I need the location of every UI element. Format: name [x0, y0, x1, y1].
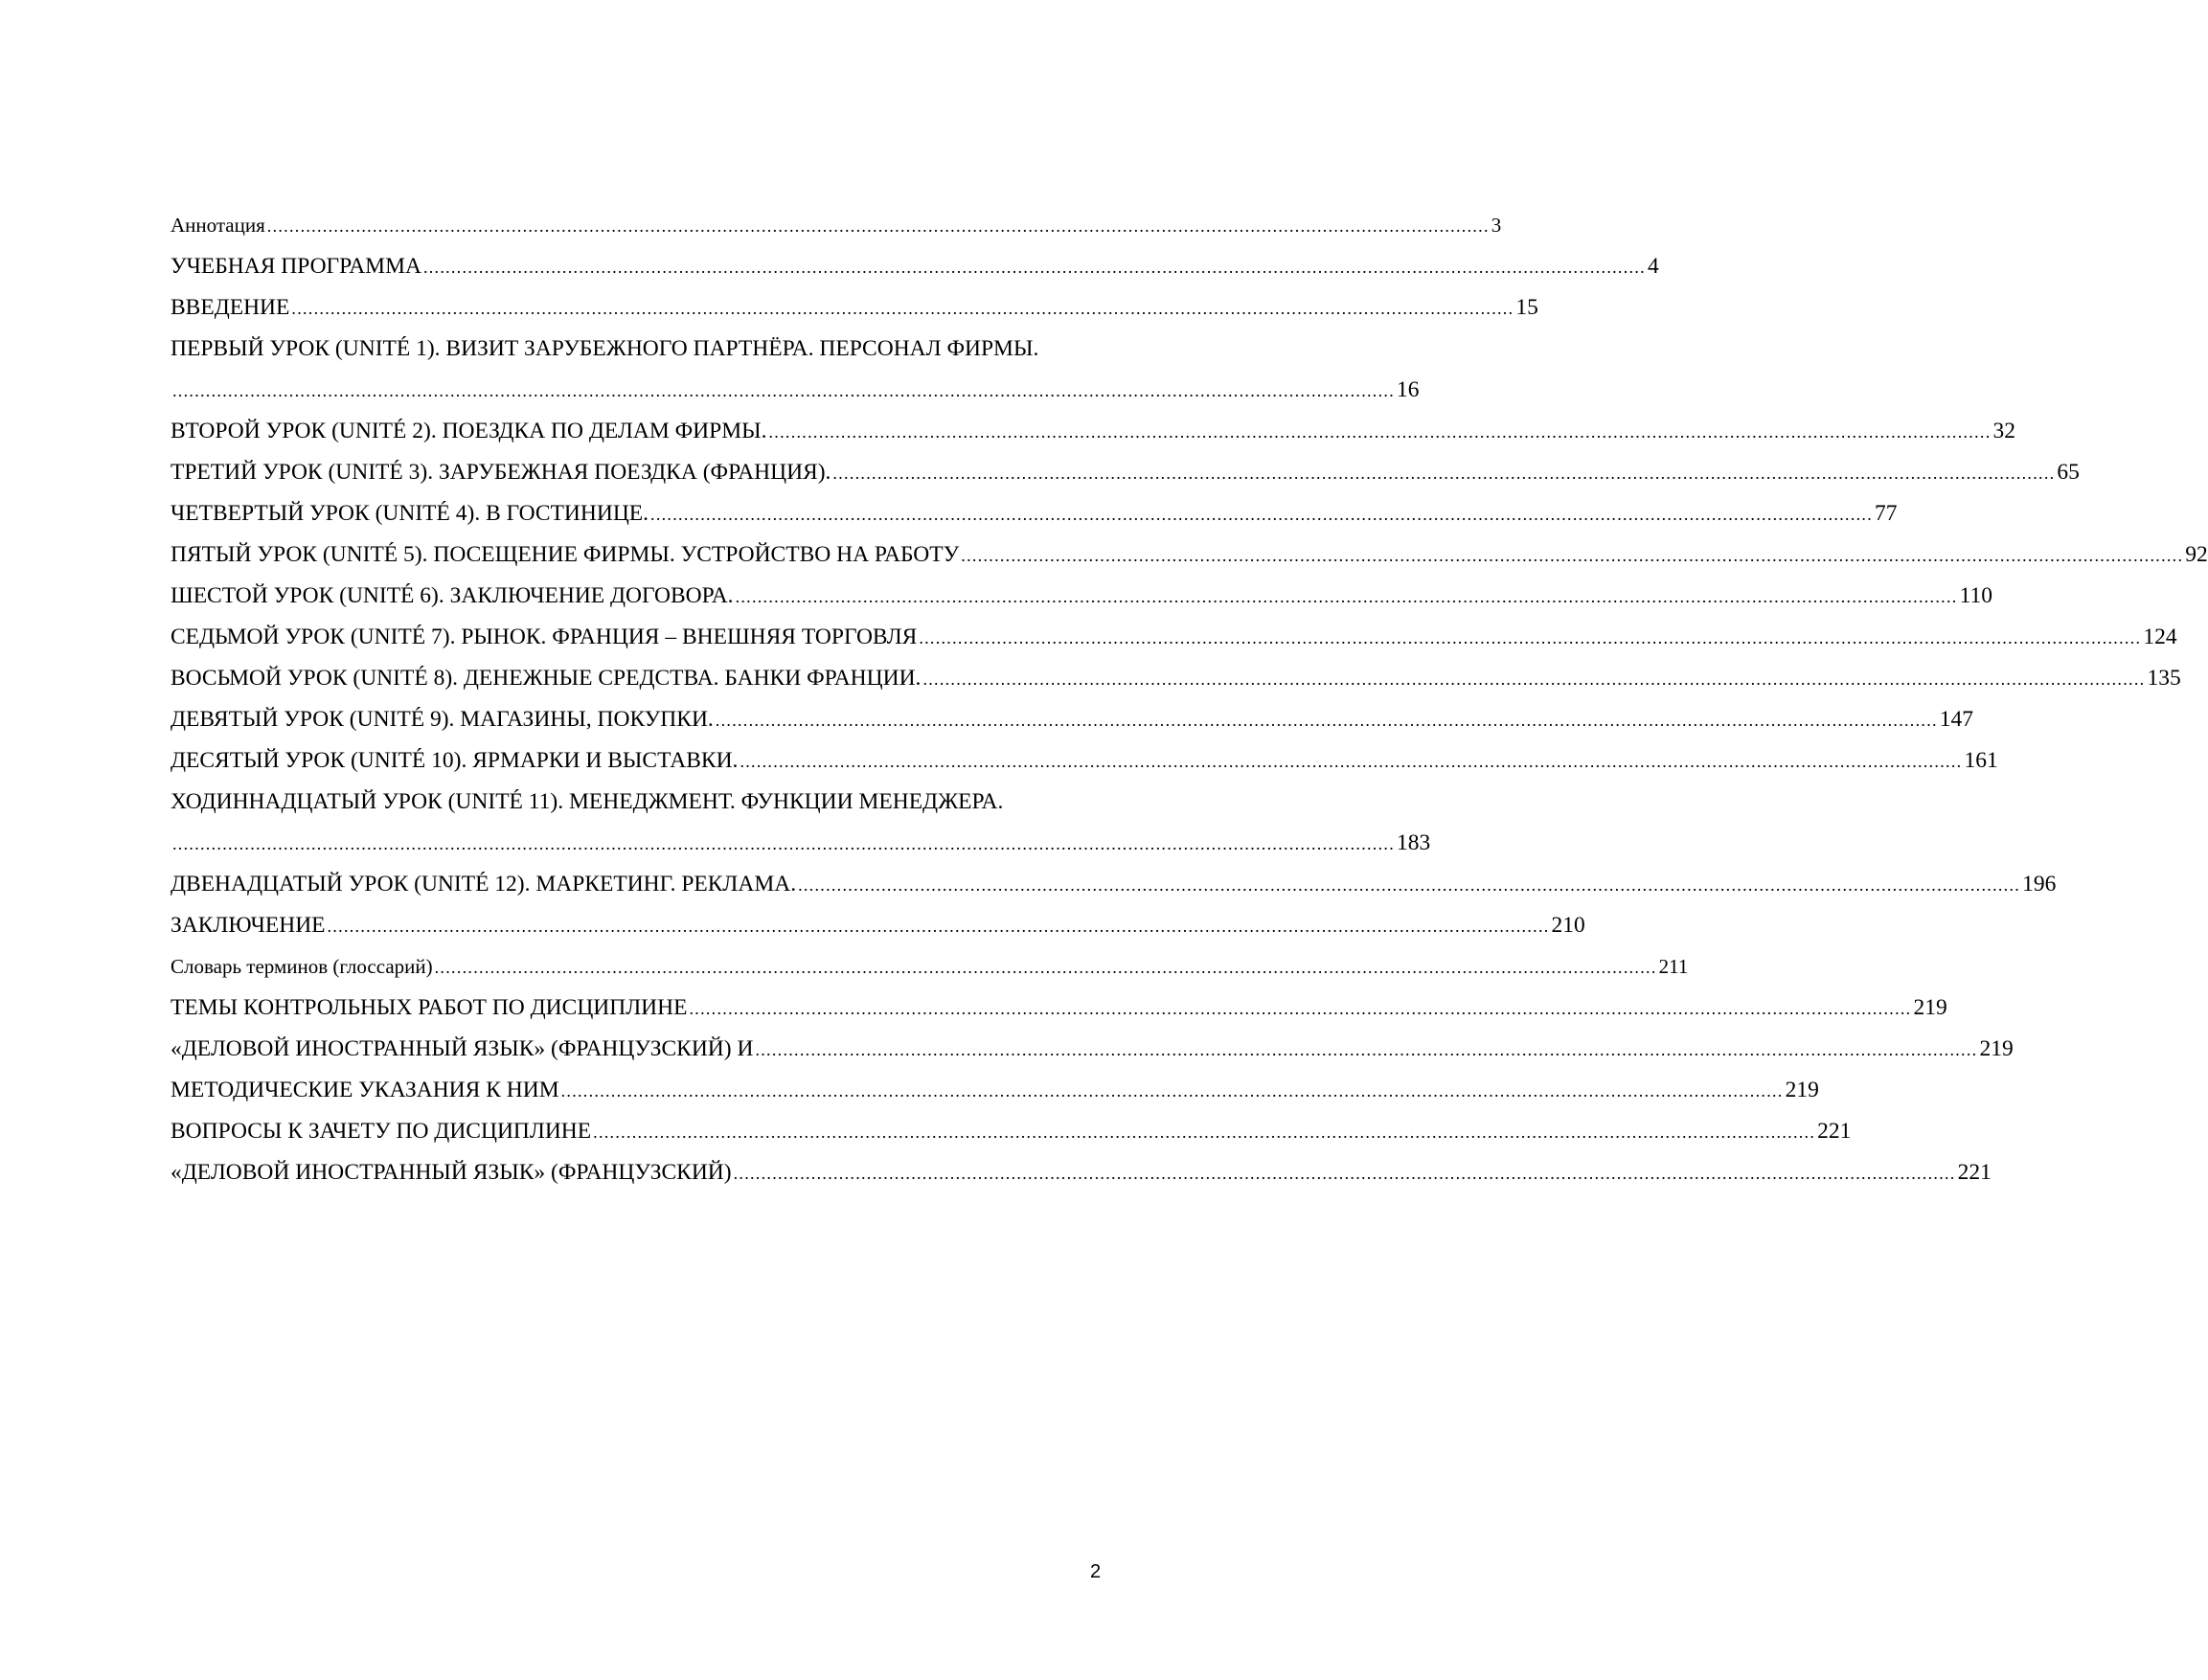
toc-entry[interactable]	[171, 211, 1502, 239]
toc-entry-page: 135	[2147, 666, 2181, 691]
toc-entry[interactable]	[171, 787, 1431, 857]
toc-dot-leader: ............................................................................................................................................................................................................................	[172, 381, 1395, 400]
toc-entry-title: ШЕСТОЙ УРОК (UNITÉ 6). ЗАКЛЮЧЕНИЕ ДОГОВОРА.	[171, 583, 734, 608]
toc-entry-line	[171, 1034, 2014, 1063]
toc-entry[interactable]	[171, 417, 2015, 445]
toc-entry-line	[171, 705, 1974, 734]
page-number: 2	[1090, 1561, 1102, 1582]
toc-entry-title: Аннотация	[171, 214, 265, 237]
toc-entry-page: 4	[1647, 254, 1659, 279]
toc-entry-title: ДЕСЯТЫЙ УРОК (UNITÉ 10). ЯРМАРКИ И ВЫСТАВКИ.	[171, 748, 739, 773]
toc-entry-title: ВТОРОЙ УРОК (UNITÉ 2). ПОЕЗДКА ПО ДЕЛАМ ФИРМЫ.	[171, 419, 767, 443]
toc-entry-title: ВОСЬМОЙ УРОК (UNITÉ 8). ДЕНЕЖНЫЕ СРЕДСТВА. БАНКИ ФРАНЦИИ.	[171, 666, 922, 691]
toc-dot-leader: ............................................................................................................................................................................................................................	[291, 299, 1514, 318]
toc-entry-page: 16	[1397, 377, 1420, 402]
toc-entry-line	[171, 499, 1898, 528]
toc-entry[interactable]	[171, 664, 2181, 692]
toc-entry-line	[171, 417, 2015, 445]
toc-dot-leader: ............................................................................................................................................................................................................................	[755, 1040, 1978, 1059]
toc-entry[interactable]	[171, 458, 2080, 487]
toc-entry[interactable]	[171, 293, 1538, 322]
toc-entry-line	[171, 458, 2080, 487]
toc-entry-title: СЕДЬМОЙ УРОК (UNITÉ 7). РЫНОК. ФРАНЦИЯ – ВНЕШНЯЯ ТОРГОВЛЯ	[171, 624, 918, 649]
toc-dot-leader: ............................................................................................................................................................................................................................	[172, 834, 1395, 853]
toc-dot-leader: ............................................................................................................................................................................................................................	[650, 505, 1874, 524]
toc-entry-page: 210	[1551, 913, 1585, 938]
toc-dot-leader: ............................................................................................................................................................................................................................	[961, 546, 2184, 565]
toc-dot-leader: ............................................................................................................................................................................................................................	[266, 216, 1490, 236]
toc-dot-leader: ............................................................................................................................................................................................................................	[434, 958, 1657, 977]
toc-dot-leader: ............................................................................................................................................................................................................................	[832, 464, 2056, 483]
toc-entry-title: ПЯТЫЙ УРОК (UNITÉ 5). ПОСЕЩЕНИЕ ФИРМЫ. УСТРОЙСТВО НА РАБОТУ	[171, 542, 960, 567]
toc-dot-leader: ............................................................................................................................................................................................................................	[327, 917, 1550, 936]
toc-dot-leader: ............................................................................................................................................................................................................................	[768, 422, 1992, 442]
toc-entry-page: 219	[1979, 1036, 2014, 1061]
toc-entry-line	[171, 623, 2177, 651]
toc-dot-leader: ............................................................................................................................................................................................................................	[735, 587, 1958, 606]
toc-entry[interactable]	[171, 1117, 1852, 1146]
toc-dot-leader: ............................................................................................................................................................................................................................	[560, 1081, 1784, 1101]
toc-entry[interactable]	[171, 870, 2057, 898]
toc-entry[interactable]	[171, 746, 1998, 775]
toc-entry-line	[171, 1117, 1852, 1146]
toc-entry-page: 211	[1658, 955, 1689, 978]
toc-entry-page: 219	[1913, 995, 1947, 1020]
toc-entry-line	[171, 581, 1992, 610]
toc-entry-line	[171, 1076, 1819, 1104]
toc-entry-page: 196	[2022, 872, 2057, 897]
toc-entry-page: 124	[2143, 624, 2177, 649]
toc-entry[interactable]	[171, 993, 1947, 1022]
toc-entry-title: ДЕВЯТЫЙ УРОК (UNITÉ 9). МАГАЗИНЫ, ПОКУПКИ.	[171, 707, 714, 732]
toc-entry-page: 161	[1964, 748, 1998, 773]
toc-entry-page: 92	[2185, 542, 2208, 567]
toc-entry-title: ТЕМЫ КОНТРОЛЬНЫХ РАБОТ ПО ДИСЦИПЛИНЕ	[171, 995, 688, 1020]
toc-entry-page: 221	[1817, 1119, 1852, 1144]
toc-entry-page: 32	[1992, 419, 2015, 443]
toc-entry-line	[171, 829, 1431, 857]
toc-entry-title: УЧЕБНАЯ ПРОГРАММА	[171, 254, 421, 279]
toc-dot-leader: ............................................................................................................................................................................................................................	[715, 711, 1938, 730]
toc-entry-title: ТРЕТИЙ УРОК (UNITÉ 3). ЗАРУБЕЖНАЯ ПОЕЗДКА (ФРАНЦИЯ).	[171, 460, 831, 485]
toc-entry[interactable]	[171, 1034, 2014, 1063]
toc-entry-title: ХОДИННАДЦАТЫЙ УРОК (UNITÉ 11). МЕНЕДЖМЕНТ. ФУНКЦИИ МЕНЕДЖЕРА.	[171, 789, 1004, 814]
toc-entry-line	[171, 870, 2057, 898]
toc-entry[interactable]	[171, 1076, 1819, 1104]
toc-entry-page: 147	[1939, 707, 1974, 732]
toc-entry-title: ЧЕТВЕРТЫЙ УРОК (UNITÉ 4). В ГОСТИНИЦЕ.	[171, 501, 649, 526]
toc-entry[interactable]	[171, 1158, 1992, 1187]
toc-entry-title: «ДЕЛОВОЙ ИНОСТРАННЫЙ ЯЗЫК» (ФРАНЦУЗСКИЙ) И	[171, 1036, 754, 1061]
toc-entry-line	[171, 952, 1689, 981]
toc-entry[interactable]	[171, 705, 1974, 734]
toc-entry-page: 3	[1491, 214, 1502, 237]
toc-entry-page: 15	[1515, 295, 1538, 320]
toc-entry-title: ПЕРВЫЙ УРОК (UNITÉ 1). ВИЗИТ ЗАРУБЕЖНОГО ПАРТНЁРА. ПЕРСОНАЛ ФИРМЫ.	[171, 336, 1039, 361]
toc-entry[interactable]	[171, 252, 1659, 281]
toc-entry-title: ВОПРОСЫ К ЗАЧЕТУ ПО ДИСЦИПЛИНЕ	[171, 1119, 592, 1144]
toc-entry-line	[171, 911, 1585, 940]
toc-entry-line	[171, 540, 2208, 569]
toc-dot-leader: ............................................................................................................................................................................................................................	[422, 258, 1646, 277]
toc-entry-line	[171, 375, 1420, 404]
toc-entry-page: 221	[1957, 1160, 1992, 1185]
toc-entry-title: Словарь терминов (глоссарий)	[171, 955, 433, 978]
toc-entry-page: 110	[1959, 583, 1992, 608]
toc-dot-leader: ............................................................................................................................................................................................................................	[919, 628, 2142, 647]
toc-entry-line	[171, 1158, 1992, 1187]
toc-entry[interactable]	[171, 952, 1689, 981]
toc-entry[interactable]	[171, 581, 1992, 610]
toc-entry[interactable]	[171, 334, 1420, 404]
toc-entry-title: МЕТОДИЧЕСКИЕ УКАЗАНИЯ К НИМ	[171, 1078, 559, 1102]
toc-dot-leader: ............................................................................................................................................................................................................................	[689, 999, 1912, 1018]
toc-entry-line	[171, 293, 1538, 322]
toc-entry[interactable]	[171, 540, 2208, 569]
toc-entry-line	[171, 993, 1947, 1022]
toc-entry[interactable]	[171, 623, 2177, 651]
table-of-contents	[171, 211, 2208, 1199]
toc-entry-line	[171, 664, 2181, 692]
toc-entry-line	[171, 211, 1502, 239]
toc-dot-leader: ............................................................................................................................................................................................................................	[798, 875, 2021, 895]
toc-entry[interactable]	[171, 499, 1898, 528]
toc-entry-line	[171, 252, 1659, 281]
toc-dot-leader: ............................................................................................................................................................................................................................	[593, 1123, 1816, 1142]
toc-dot-leader: ............................................................................................................................................................................................................................	[922, 670, 2146, 689]
toc-dot-leader: ............................................................................................................................................................................................................................	[733, 1164, 1956, 1183]
toc-entry-page: 77	[1875, 501, 1898, 526]
toc-entry-title: ДВЕНАДЦАТЫЙ УРОК (UNITÉ 12). МАРКЕТИНГ. РЕКЛАМА.	[171, 872, 797, 897]
toc-entry-page: 219	[1785, 1078, 1819, 1102]
toc-entry-line	[171, 746, 1998, 775]
toc-entry-title: «ДЕЛОВОЙ ИНОСТРАННЫЙ ЯЗЫК» (ФРАНЦУЗСКИЙ)	[171, 1160, 732, 1185]
toc-entry-page: 183	[1397, 830, 1431, 855]
toc-entry-page: 65	[2057, 460, 2080, 485]
toc-entry[interactable]	[171, 911, 1585, 940]
toc-entry-title: ЗАКЛЮЧЕНИЕ	[171, 913, 326, 938]
toc-entry-title: ВВЕДЕНИЕ	[171, 295, 290, 320]
toc-dot-leader: ............................................................................................................................................................................................................................	[740, 752, 1963, 771]
